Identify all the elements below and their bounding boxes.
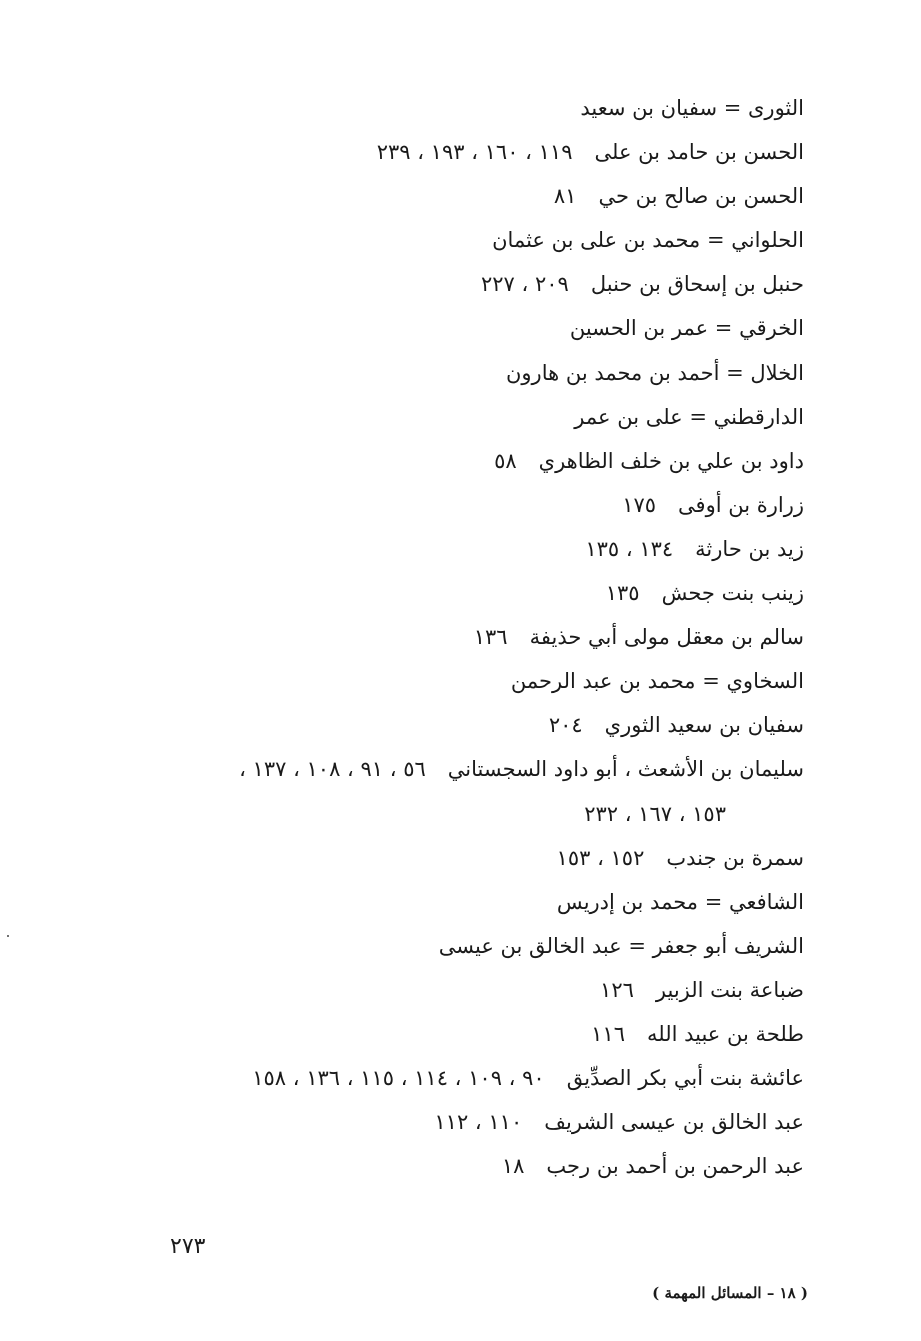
index-entry xyxy=(104,439,804,483)
index-entry xyxy=(104,747,804,791)
index-entry xyxy=(104,1012,804,1056)
index-entry xyxy=(104,703,804,747)
index-entry xyxy=(104,571,804,615)
entry-page-refs: ٢٠٩ ، ٢٢٧ xyxy=(481,272,569,297)
entry-page-refs: ٨١ xyxy=(553,184,577,209)
entry-page-refs: ١٣٥ xyxy=(605,581,640,606)
entry-page-refs: ٩٠ ، ١٠٩ ، ١١٤ ، ١١٥ ، ١٣٦ ، ١٥٨ xyxy=(252,1066,545,1091)
index-entry xyxy=(104,130,804,174)
index-entry xyxy=(104,395,804,439)
index-entry xyxy=(104,1144,804,1188)
entry-name: سالم بن معقل مولى أبي حذيفة xyxy=(529,625,804,650)
entry-page-refs: ١٧٥ xyxy=(622,492,657,517)
entry-page-refs: ١١٩ ، ١٦٠ ، ١٩٣ ، ٢٣٩ xyxy=(376,140,573,165)
entry-name: الشافعي = محمد بن إدريس xyxy=(556,889,804,914)
index-entry xyxy=(104,527,804,571)
index-entry xyxy=(104,218,804,262)
index-entry xyxy=(104,174,804,218)
index-entry xyxy=(104,1056,804,1100)
entry-name: سليمان بن الأشعث ، أبو داود السجستاني xyxy=(447,757,804,782)
entry-name: عائشة بنت أبي بكر الصدِّيق xyxy=(566,1066,804,1091)
index-entry xyxy=(104,483,804,527)
entry-page-refs: ١٥٣ ، ١٦٧ ، ٢٣٢ xyxy=(584,801,726,826)
entry-page-refs: ١٥٢ ، ١٥٣ xyxy=(556,845,645,870)
entry-name: الشريف أبو جعفر = عبد الخالق بن عيسى xyxy=(438,933,804,958)
entry-name: الثورى = سفيان بن سعيد xyxy=(580,96,804,120)
entry-name: الحسن بن حامد بن على xyxy=(594,140,804,165)
entry-name: الدارقطني = على بن عمر xyxy=(574,404,804,429)
entry-name: ضباعة بنت الزبير xyxy=(655,977,804,1002)
entry-page-refs: ٥٨ xyxy=(494,448,517,473)
index-entry xyxy=(104,880,804,924)
index-entry-continuation xyxy=(104,792,804,836)
index-entry xyxy=(104,1100,804,1144)
index-entry xyxy=(104,924,804,968)
entry-name: عبد الخالق بن عيسى الشريف xyxy=(544,1110,804,1135)
index-entry xyxy=(104,306,804,350)
entry-page-refs: ١٨ xyxy=(501,1154,525,1179)
entry-name: زينب بنت جحش xyxy=(661,581,804,606)
entry-page-refs: ١١٠ ، ١١٢ xyxy=(434,1110,523,1135)
entry-name: الحلواني = محمد بن على بن عثمان xyxy=(492,228,804,253)
entry-name: سفيان بن سعيد الثوري xyxy=(604,713,804,738)
entry-page-refs: ٥٦ ، ٩١ ، ١٠٨ ، ١٣٧ ، xyxy=(239,757,426,782)
entry-page-refs: ١١٦ xyxy=(591,1021,625,1046)
page-number: ٢٧٣ xyxy=(170,1234,206,1259)
entry-name: سمرة بن جندب xyxy=(666,845,804,870)
entry-name: الخلال = أحمد بن محمد بن هارون xyxy=(505,360,804,385)
index-entry xyxy=(104,86,804,130)
entry-page-refs: ١٢٦ xyxy=(600,977,634,1002)
index-entry xyxy=(104,615,804,659)
index-entry xyxy=(104,659,804,703)
entry-name: الخرقي = عمر بن الحسين xyxy=(569,316,804,341)
entry-page-refs: ١٣٤ ، ١٣٥ xyxy=(585,536,674,561)
index-entry xyxy=(104,968,804,1012)
scan-speck xyxy=(7,935,9,937)
entry-name: عبد الرحمن بن أحمد بن رجب xyxy=(546,1154,804,1179)
entry-name: الحسن بن صالح بن حي xyxy=(598,184,804,209)
entry-name: زرارة بن أوفى xyxy=(678,492,804,517)
entry-name: زيد بن حارثة xyxy=(695,536,804,561)
index-entry xyxy=(104,262,804,306)
entry-name: طلحة بن عبيد الله xyxy=(646,1021,804,1046)
entry-name: حنبل بن إسحاق بن حنبل xyxy=(590,272,804,297)
index-entry xyxy=(104,836,804,880)
entry-page-refs: ١٣٦ xyxy=(473,625,508,650)
entry-name: داود بن علي بن خلف الظاهري xyxy=(538,448,804,473)
entry-name: السخاوي = محمد بن عبد الرحمن xyxy=(510,669,804,694)
index-entry xyxy=(104,351,804,395)
footer-signature-note: ( ١٨ – المسائل المهمة ) xyxy=(652,1284,808,1302)
entry-page-refs: ٢٠٤ xyxy=(548,713,583,738)
index-entries-list xyxy=(104,86,804,1188)
